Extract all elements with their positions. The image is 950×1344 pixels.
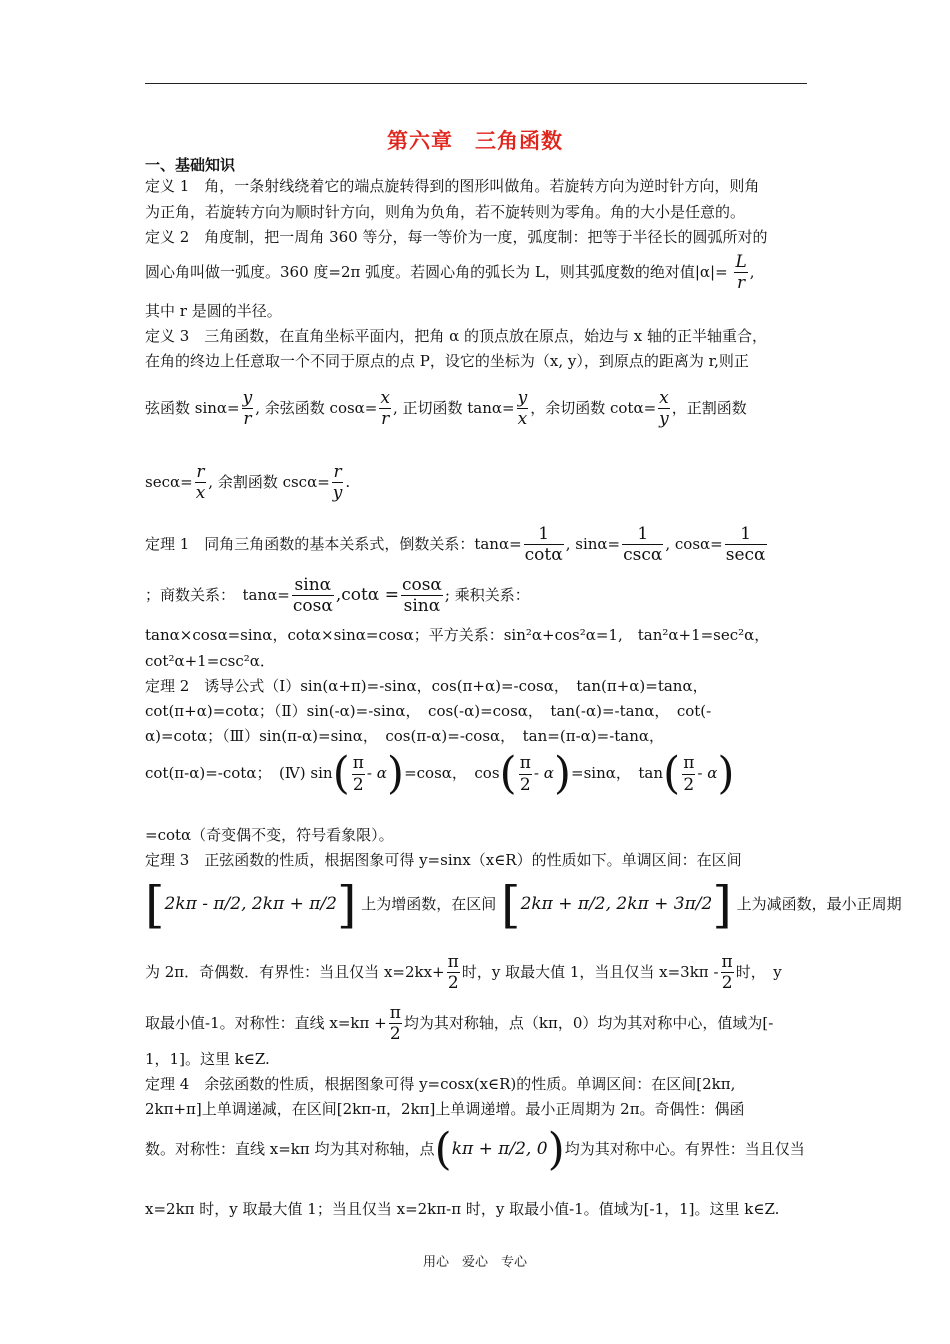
text-line: 定理 4 余弦函数的性质，根据图象可得 y=cosx(x∈R)的性质。单调区间：在区间[2kπ,	[145, 1075, 736, 1093]
text-line: 其中 r 是圆的半径。	[145, 302, 282, 320]
text-line: 2kπ+π]上单调递减，在区间[2kπ-π，2kπ]上单调递增。最小正周期为 2π。奇偶性：偶函	[145, 1100, 745, 1118]
fraction-pi-over-2: $\frac{\pi}{2}$	[352, 753, 364, 795]
text-line: 定义 2 角度制，把一周角 360 等分，每一等价为一度，弧度制：把等于半径长的圆弧所对的	[145, 228, 768, 246]
fraction-r-over-y: $\frac{r}{y}$	[332, 462, 343, 504]
text-line: 为正角，若旋转方向为顺时针方向，则角为负角，若不旋转则为零角。角的大小是任意的。	[145, 203, 746, 221]
fraction-sin-over-cos: $\frac{\sin\alpha}{\cos\alpha}$	[292, 575, 333, 617]
fraction-L-over-r: $\frac{L}{r}$	[735, 252, 747, 294]
text-line: 为 2π．奇偶数．有界性：当且仅当 x=2kx+ $\frac{\pi}{2}$ 时，y 取最大值 1，当且仅当 x=3kπ - $\frac{\pi}{2}$ 时， y	[145, 952, 782, 994]
text-line: 定义 3 三角函数，在直角坐标平面内，把角 α 的顶点放在原点，始边与 x 轴的正半轴重合，	[145, 327, 767, 345]
interval-increasing: 2kπ - π/2, 2kπ + π/2	[164, 894, 337, 914]
text-line: 弦函数 sinα= $\frac{y}{r}$ , 余弦函数 cosα= $\frac{x}{r}$ , 正切函数 tanα= $\frac{y}{x}$ ，余切函数 cotα= $\frac{x}{y}$ ，正割函数	[145, 388, 747, 430]
text-line: ；商数关系： tanα= $\frac{\sin\alpha}{\cos\alpha}$ ,cotα = $\frac{\cos\alpha}{\sin\alpha}$ ; 乘积关系：	[145, 575, 530, 617]
text-line: [2kπ - π/2, 2kπ + π/2] 上为增函数，在区间 [2kπ + π/2, 2kπ + 3π/2] 上为减函数，最小正周期	[145, 876, 902, 934]
fraction-pi-over-2: $\frac{\pi}{2}$	[519, 753, 531, 795]
fraction-y-over-x: $\frac{y}{x}$	[517, 388, 528, 430]
text-line: cot²α+1=csc²α．	[145, 652, 275, 670]
text-line: secα= $\frac{r}{x}$ , 余割函数 cscα= $\frac{r}{y}$ .	[145, 462, 351, 504]
fraction-pi-over-2: $\frac{\pi}{2}$	[389, 1003, 401, 1045]
fraction-y-over-r: $\frac{y}{r}$	[242, 388, 253, 430]
text: 圆心角叫做一弧度。360 度=2π 弧度。若圆心角的弧长为 L，则其弧度数的绝对值|α|=	[145, 262, 728, 281]
header-rule	[145, 83, 807, 84]
text-line: tanα×cosα=sinα，cotα×sinα=cosα；平方关系：sin²α+cos²α=1, tan²α+1=sec²α，	[145, 626, 770, 644]
fraction-r-over-x: $\frac{r}{x}$	[195, 462, 206, 504]
text-line: 定理 3 正弦函数的性质，根据图象可得 y=sinx（x∈R）的性质如下。单调区间：在区间	[145, 851, 742, 869]
fraction-x-over-y: $\frac{x}{y}$	[659, 388, 669, 430]
fraction-pi-over-2: $\frac{\pi}{2}$	[683, 753, 695, 795]
text-line: 定理 1 同角三角函数的基本关系式，倒数关系：tanα= $\frac{1}{\cot\alpha}$ , sinα= 1 cscα , cosα= 1 secα	[145, 524, 766, 566]
text-line: x=2kπ 时，y 取最大值 1；当且仅当 x=2kπ-π 时，y 取最小值-1。值域为[-1，1]。这里 k∈Z.	[145, 1200, 780, 1218]
fraction-pi-over-2: $\frac{\pi}{2}$	[721, 952, 733, 994]
interval-decreasing: 2kπ + π/2, 2kπ + 3π/2	[520, 894, 713, 914]
text-line: 定理 2 诱导公式（Ⅰ）sin(α+π)=-sinα，cos(π+α)=-cosα， tan(π+α)=tanα，	[145, 677, 708, 695]
fraction-x-over-r: $\frac{x}{r}$	[380, 388, 390, 430]
symmetry-center-point: kπ + π/2, 0	[451, 1139, 548, 1159]
text-line: 定义 1 角，一条射线绕着它的端点旋转得到的图形叫做角。若旋转方向为逆时针方向，则角	[145, 177, 760, 195]
chapter-title: 第六章 三角函数	[387, 128, 563, 153]
text-line: 取最小值-1。对称性：直线 x=kπ + $\frac{\pi}{2}$ 均为其对称轴，点（kπ，0）均为其对称中心，值域为[-	[145, 1003, 774, 1045]
fraction-cos-over-sin: $\frac{\cos\alpha}{\sin\alpha}$	[401, 575, 442, 617]
section-heading: 一、基础知识	[145, 156, 236, 174]
text-line: cot(π+α)=cotα；（Ⅱ）sin(-α)=-sinα， cos(-α)=cosα， tan(-α)=-tanα， cot(-	[145, 702, 712, 720]
text-line: α)=cotα；（Ⅲ）sin(π-α)=sinα， cos(π-α)=-cosα， tan=(π-α)=-tanα，	[145, 727, 665, 745]
fraction-pi-over-2: $\frac{\pi}{2}$	[447, 952, 459, 994]
fraction-1-over-cot: $\frac{1}{\cot\alpha}$	[524, 524, 563, 566]
text-line: 在角的终边上任意取一个不同于原点的点 P，设它的坐标为（x, y），到原点的距离为 r,则正	[145, 352, 749, 370]
text-line: 1，1]。这里 k∈Z.	[145, 1050, 270, 1068]
text-line: =cotα（奇变偶不变，符号看象限）。	[145, 826, 394, 844]
text-line: cot(π-α)=-cotα； (Ⅳ) sin( $\frac{\pi}{2}$ - α)=cosα， cos( $\frac{\pi}{2}$ - α)=sinα， tan( $\frac{\pi}{2}$ - α)	[145, 748, 735, 799]
page-footer: 用心 爱心 专心	[422, 1255, 527, 1270]
fraction-1-over-csc: 1 cscα	[623, 524, 663, 566]
fraction-1-over-sec: 1 secα	[725, 524, 766, 566]
text-line: 圆心角叫做一弧度。360 度=2π 弧度。若圆心角的弧长为 L，则其弧度数的绝对值|α|= $\frac{L}{r}$ ,	[145, 252, 755, 294]
text-line: 数。对称性：直线 x=kπ 均为其对称轴，点(kπ + π/2, 0)均为其对称中心。有界性：当且仅当	[145, 1124, 805, 1175]
